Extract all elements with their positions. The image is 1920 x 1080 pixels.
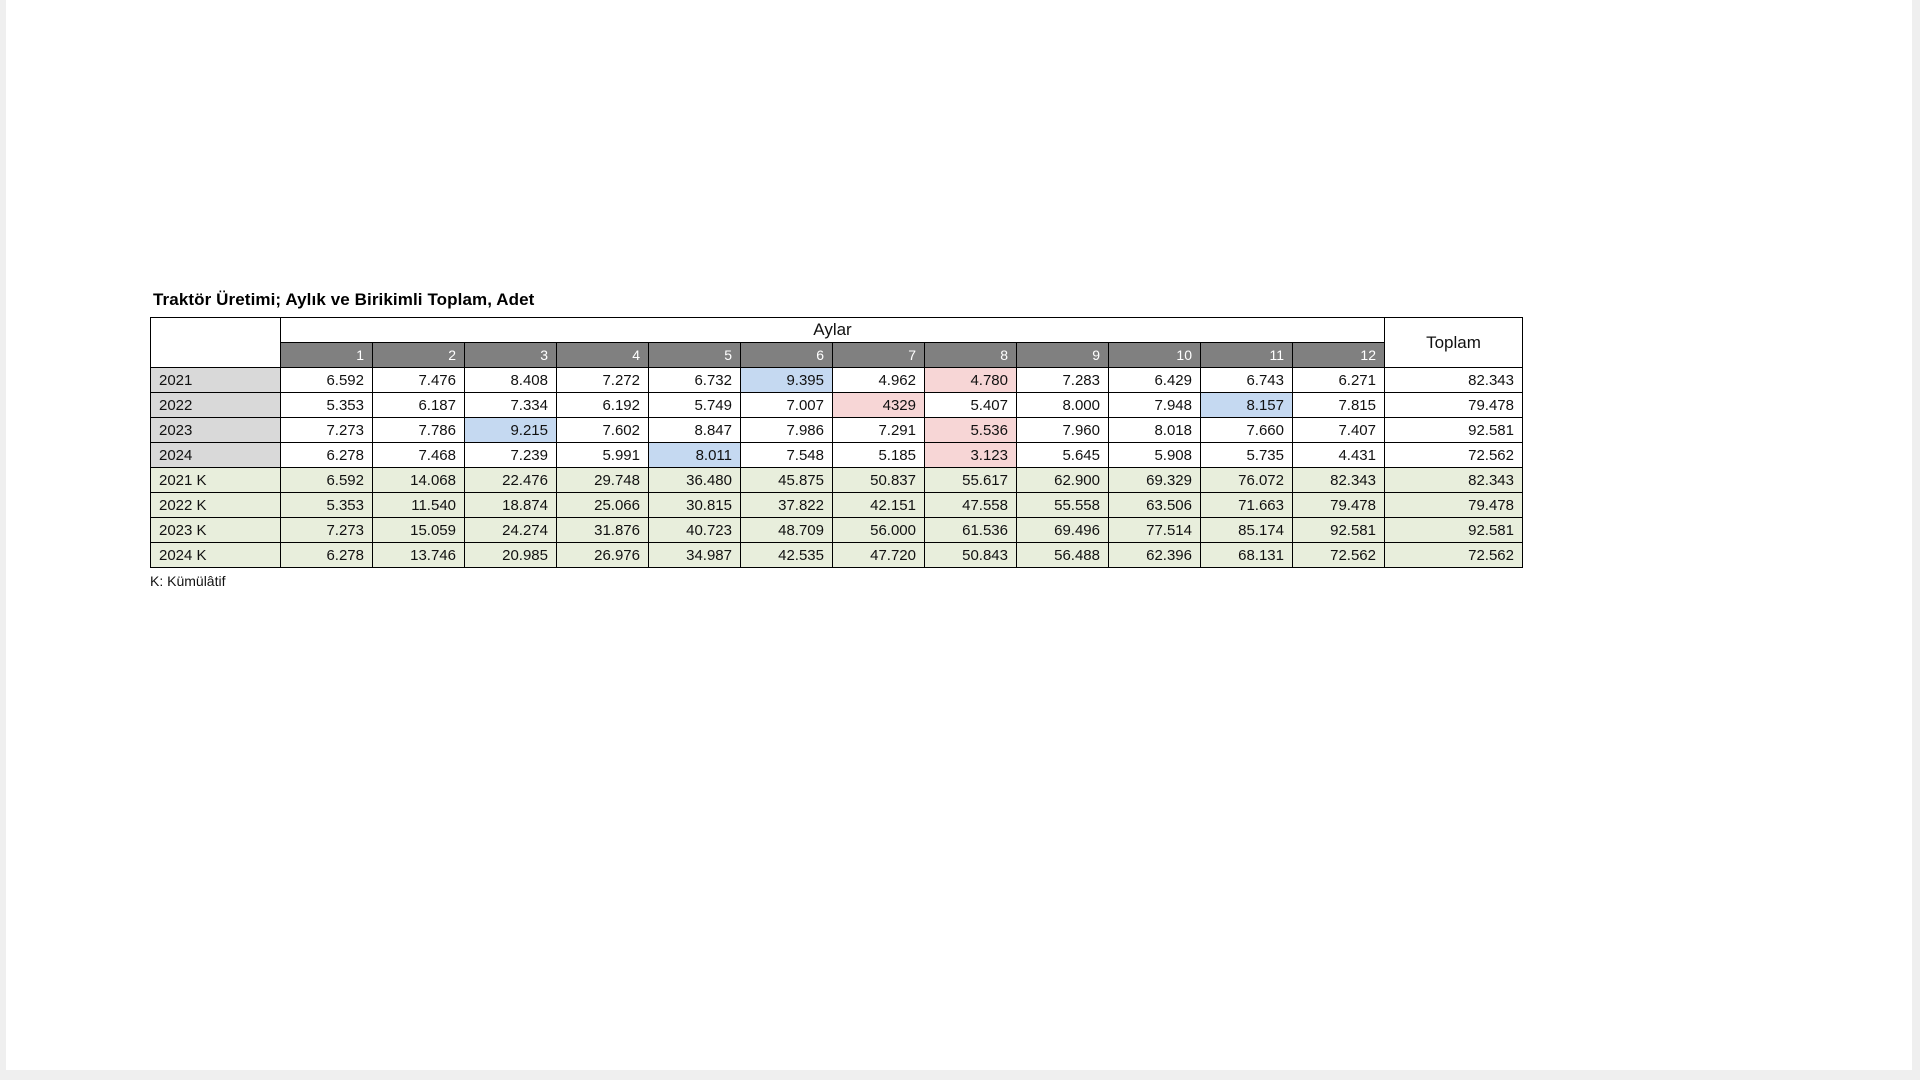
data-cell: 20.985 bbox=[465, 543, 557, 568]
data-cell: 92.581 bbox=[1293, 518, 1385, 543]
header-month-2: 2 bbox=[373, 343, 465, 368]
page-title: Traktör Üretimi; Aylık ve Birikimli Toplam, Adet bbox=[153, 290, 535, 309]
data-cell: 5.908 bbox=[1109, 443, 1201, 468]
row-total-cell: 92.581 bbox=[1385, 418, 1523, 443]
data-cell: 69.496 bbox=[1017, 518, 1109, 543]
data-cell: 55.617 bbox=[925, 468, 1017, 493]
data-cell: 6.278 bbox=[281, 543, 373, 568]
data-cell: 7.602 bbox=[557, 418, 649, 443]
data-cell: 5.735 bbox=[1201, 443, 1293, 468]
data-cell: 56.000 bbox=[833, 518, 925, 543]
data-cell: 7.334 bbox=[465, 393, 557, 418]
data-cell: 8.847 bbox=[649, 418, 741, 443]
row-total-cell: 79.478 bbox=[1385, 493, 1523, 518]
data-cell: 8.018 bbox=[1109, 418, 1201, 443]
data-cell: 5.645 bbox=[1017, 443, 1109, 468]
data-cell: 8.157 bbox=[1201, 393, 1293, 418]
data-cell: 7.948 bbox=[1109, 393, 1201, 418]
page-edge-right bbox=[1912, 0, 1920, 1080]
header-month-5: 5 bbox=[649, 343, 741, 368]
data-cell: 29.748 bbox=[557, 468, 649, 493]
data-cell: 4.780 bbox=[925, 368, 1017, 393]
data-cell: 61.536 bbox=[925, 518, 1017, 543]
page-edge-left bbox=[0, 0, 6, 1080]
data-cell: 7.476 bbox=[373, 368, 465, 393]
data-cell: 42.151 bbox=[833, 493, 925, 518]
data-cell: 62.900 bbox=[1017, 468, 1109, 493]
data-cell: 40.723 bbox=[649, 518, 741, 543]
data-cell: 6.743 bbox=[1201, 368, 1293, 393]
data-cell: 6.187 bbox=[373, 393, 465, 418]
header-month-9: 9 bbox=[1017, 343, 1109, 368]
header-months-group-label: Aylar bbox=[281, 318, 1385, 343]
data-cell: 7.986 bbox=[741, 418, 833, 443]
table-container bbox=[150, 290, 1750, 589]
data-cell: 7.468 bbox=[373, 443, 465, 468]
data-cell: 37.822 bbox=[741, 493, 833, 518]
data-cell: 77.514 bbox=[1109, 518, 1201, 543]
header-month-7: 7 bbox=[833, 343, 925, 368]
data-cell: 13.746 bbox=[373, 543, 465, 568]
data-cell: 8.000 bbox=[1017, 393, 1109, 418]
data-cell: 24.274 bbox=[465, 518, 557, 543]
table-footnote: K: Kümülâtif bbox=[150, 573, 226, 589]
table-row bbox=[151, 368, 1523, 393]
data-cell: 50.837 bbox=[833, 468, 925, 493]
row-label: 2022 bbox=[151, 393, 281, 418]
row-total-cell: 92.581 bbox=[1385, 518, 1523, 543]
data-cell: 5.749 bbox=[649, 393, 741, 418]
data-cell: 11.540 bbox=[373, 493, 465, 518]
data-cell: 22.476 bbox=[465, 468, 557, 493]
data-cell: 4.962 bbox=[833, 368, 925, 393]
table-row bbox=[151, 468, 1523, 493]
data-cell: 85.174 bbox=[1201, 518, 1293, 543]
data-cell: 5.185 bbox=[833, 443, 925, 468]
data-cell: 5.353 bbox=[281, 493, 373, 518]
data-cell: 79.478 bbox=[1293, 493, 1385, 518]
data-cell: 9.395 bbox=[741, 368, 833, 393]
data-cell: 36.480 bbox=[649, 468, 741, 493]
row-label: 2021 bbox=[151, 368, 281, 393]
data-cell: 8.011 bbox=[649, 443, 741, 468]
header-month-12: 12 bbox=[1293, 343, 1385, 368]
data-cell: 8.408 bbox=[465, 368, 557, 393]
row-label: 2022 K bbox=[151, 493, 281, 518]
data-cell: 5.991 bbox=[557, 443, 649, 468]
data-cell: 5.536 bbox=[925, 418, 1017, 443]
table-header bbox=[151, 318, 1523, 368]
row-total-cell: 79.478 bbox=[1385, 393, 1523, 418]
header-corner-cell bbox=[151, 318, 281, 368]
row-label: 2021 K bbox=[151, 468, 281, 493]
data-cell: 7.272 bbox=[557, 368, 649, 393]
header-month-8: 8 bbox=[925, 343, 1017, 368]
row-label: 2024 K bbox=[151, 543, 281, 568]
row-total-cell: 82.343 bbox=[1385, 468, 1523, 493]
data-cell: 14.068 bbox=[373, 468, 465, 493]
data-cell: 7.283 bbox=[1017, 368, 1109, 393]
data-cell: 7.407 bbox=[1293, 418, 1385, 443]
table-row bbox=[151, 543, 1523, 568]
data-cell: 9.215 bbox=[465, 418, 557, 443]
data-cell: 47.720 bbox=[833, 543, 925, 568]
data-cell: 68.131 bbox=[1201, 543, 1293, 568]
data-cell: 7.548 bbox=[741, 443, 833, 468]
row-total-cell: 72.562 bbox=[1385, 443, 1523, 468]
data-cell: 7.660 bbox=[1201, 418, 1293, 443]
data-cell: 7.273 bbox=[281, 518, 373, 543]
header-month-10: 10 bbox=[1109, 343, 1201, 368]
data-cell: 47.558 bbox=[925, 493, 1017, 518]
data-cell: 50.843 bbox=[925, 543, 1017, 568]
header-month-1: 1 bbox=[281, 343, 373, 368]
data-cell: 6.732 bbox=[649, 368, 741, 393]
data-cell: 15.059 bbox=[373, 518, 465, 543]
data-cell: 45.875 bbox=[741, 468, 833, 493]
data-cell: 63.506 bbox=[1109, 493, 1201, 518]
data-cell: 7.239 bbox=[465, 443, 557, 468]
data-cell: 82.343 bbox=[1293, 468, 1385, 493]
row-label: 2024 bbox=[151, 443, 281, 468]
header-month-4: 4 bbox=[557, 343, 649, 368]
table-row bbox=[151, 493, 1523, 518]
data-cell: 7.007 bbox=[741, 393, 833, 418]
table-header-group-row bbox=[151, 318, 1523, 343]
data-cell: 4.431 bbox=[1293, 443, 1385, 468]
data-cell: 72.562 bbox=[1293, 543, 1385, 568]
data-cell: 62.396 bbox=[1109, 543, 1201, 568]
data-cell: 25.066 bbox=[557, 493, 649, 518]
data-cell: 69.329 bbox=[1109, 468, 1201, 493]
data-cell: 6.592 bbox=[281, 368, 373, 393]
data-cell: 6.429 bbox=[1109, 368, 1201, 393]
data-cell: 4329 bbox=[833, 393, 925, 418]
header-month-3: 3 bbox=[465, 343, 557, 368]
data-cell: 30.815 bbox=[649, 493, 741, 518]
data-cell: 6.192 bbox=[557, 393, 649, 418]
row-label: 2023 K bbox=[151, 518, 281, 543]
data-cell: 34.987 bbox=[649, 543, 741, 568]
table-row bbox=[151, 418, 1523, 443]
data-cell: 76.072 bbox=[1201, 468, 1293, 493]
data-cell: 6.278 bbox=[281, 443, 373, 468]
data-cell: 56.488 bbox=[1017, 543, 1109, 568]
header-total-label: Toplam bbox=[1385, 318, 1523, 368]
data-cell: 6.592 bbox=[281, 468, 373, 493]
data-cell: 5.353 bbox=[281, 393, 373, 418]
row-total-cell: 72.562 bbox=[1385, 543, 1523, 568]
data-cell: 3.123 bbox=[925, 443, 1017, 468]
data-cell: 7.815 bbox=[1293, 393, 1385, 418]
data-cell: 31.876 bbox=[557, 518, 649, 543]
data-cell: 71.663 bbox=[1201, 493, 1293, 518]
header-month-6: 6 bbox=[741, 343, 833, 368]
data-cell: 7.786 bbox=[373, 418, 465, 443]
data-cell: 5.407 bbox=[925, 393, 1017, 418]
data-cell: 7.291 bbox=[833, 418, 925, 443]
data-cell: 7.273 bbox=[281, 418, 373, 443]
data-cell: 55.558 bbox=[1017, 493, 1109, 518]
table-body bbox=[151, 368, 1523, 568]
table-header-months-row bbox=[151, 343, 1523, 368]
page-edge-bottom bbox=[0, 1070, 1920, 1080]
table-row bbox=[151, 518, 1523, 543]
data-cell: 6.271 bbox=[1293, 368, 1385, 393]
header-month-11: 11 bbox=[1201, 343, 1293, 368]
data-cell: 18.874 bbox=[465, 493, 557, 518]
data-cell: 42.535 bbox=[741, 543, 833, 568]
data-cell: 26.976 bbox=[557, 543, 649, 568]
data-cell: 48.709 bbox=[741, 518, 833, 543]
table-row bbox=[151, 393, 1523, 418]
row-label: 2023 bbox=[151, 418, 281, 443]
data-cell: 7.960 bbox=[1017, 418, 1109, 443]
table-row bbox=[151, 443, 1523, 468]
tractor-production-table bbox=[150, 317, 1523, 568]
row-total-cell: 82.343 bbox=[1385, 368, 1523, 393]
